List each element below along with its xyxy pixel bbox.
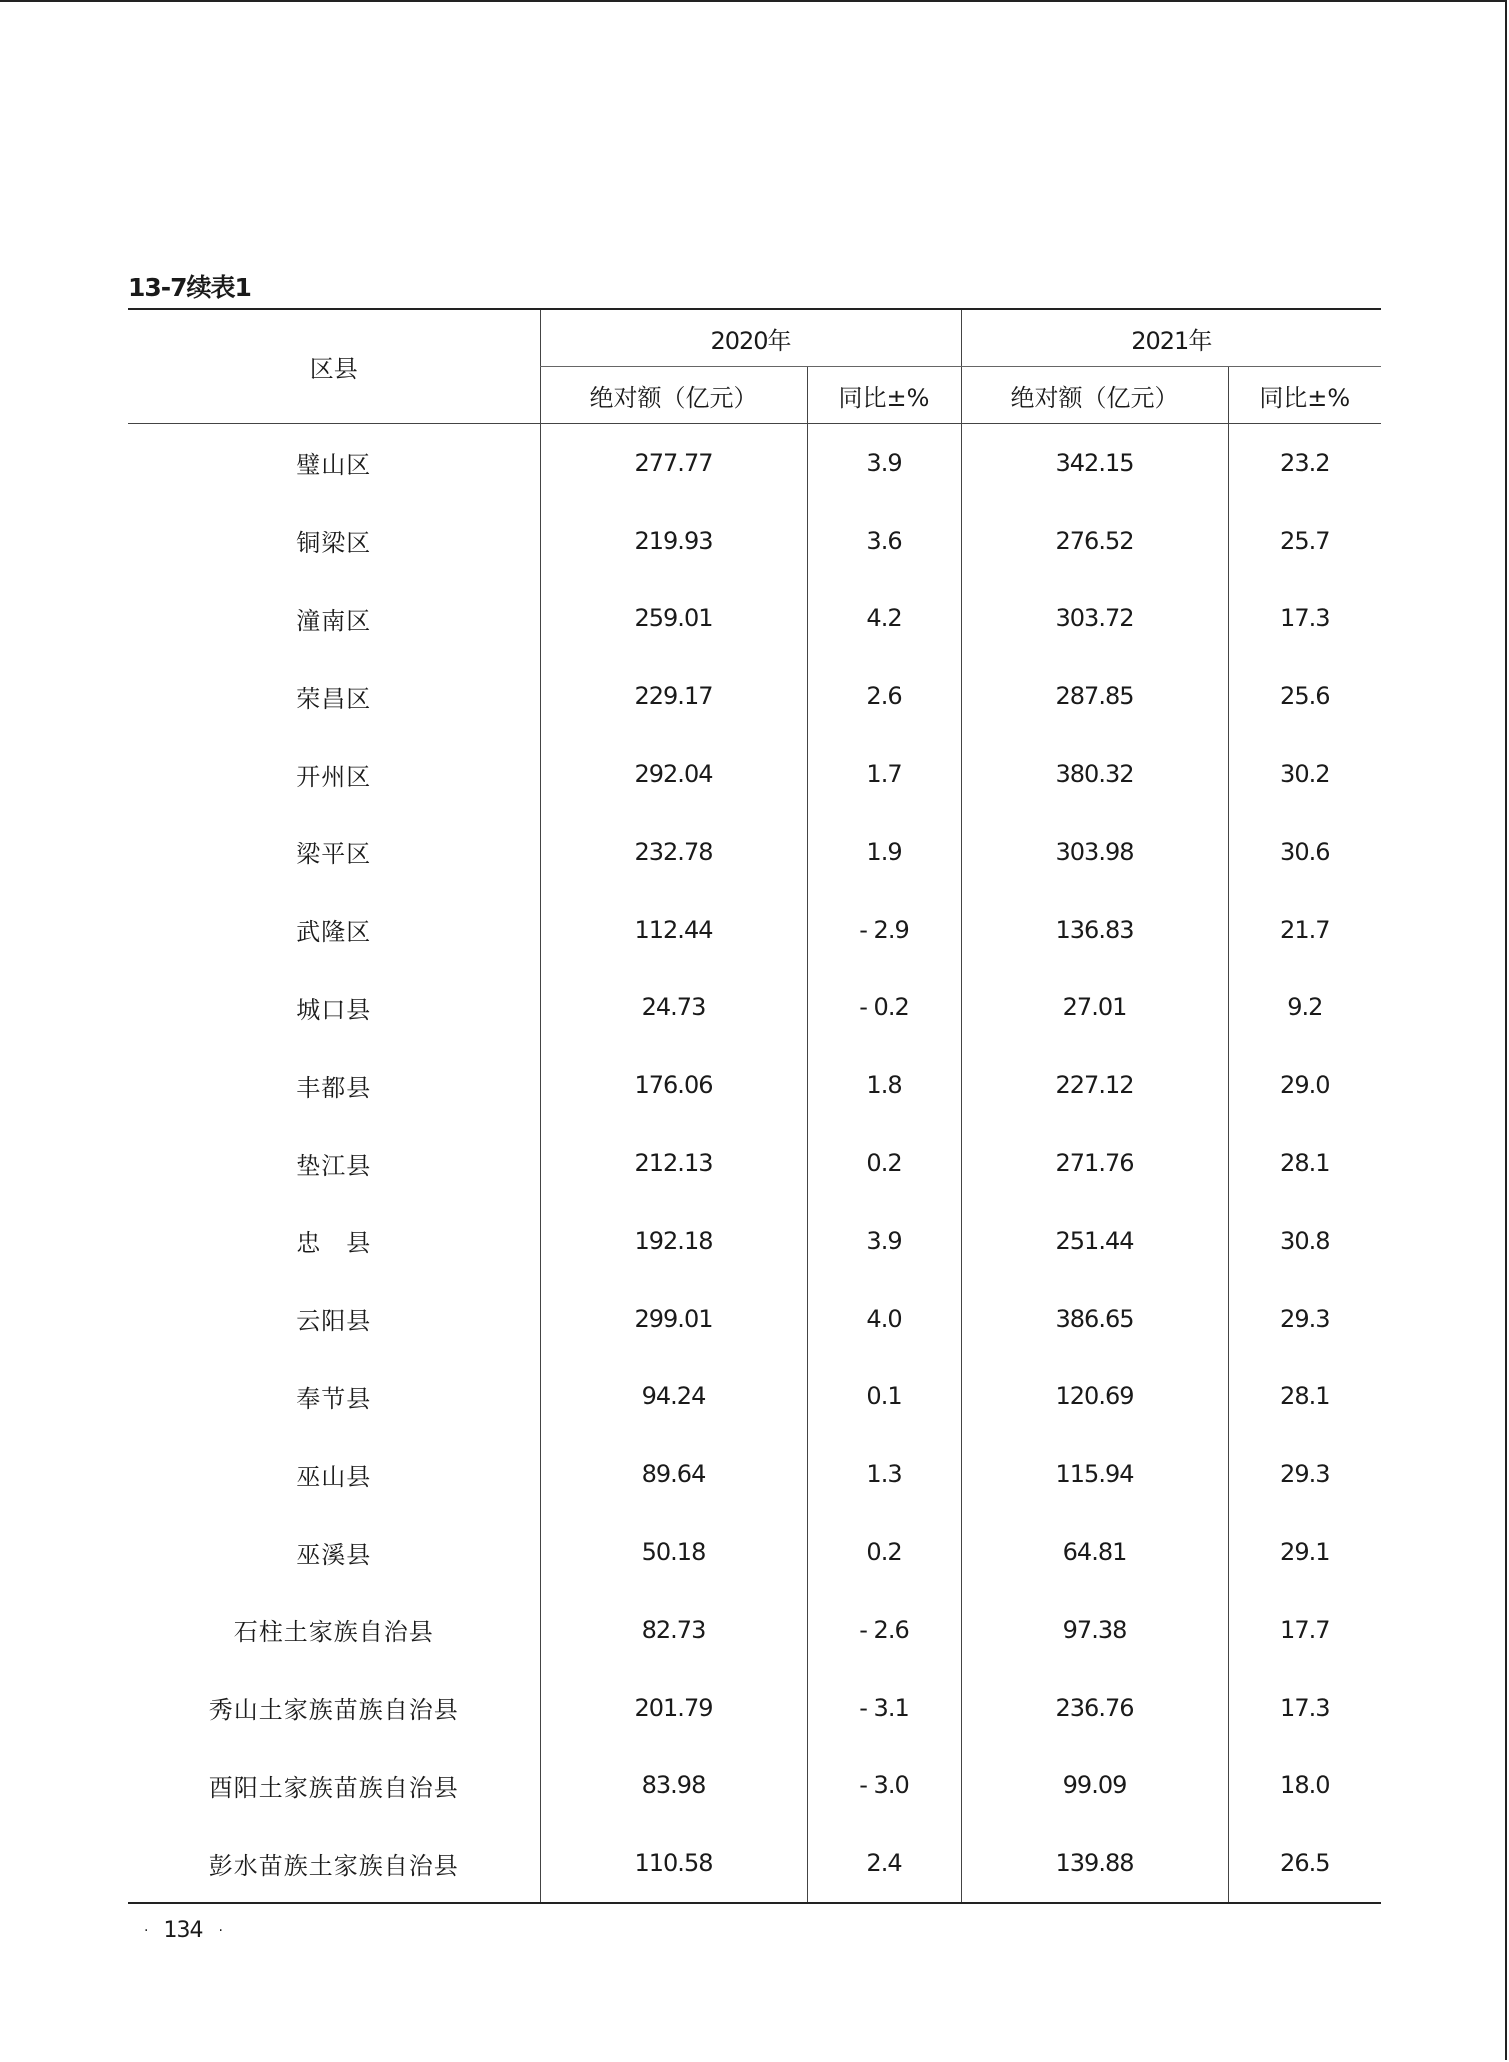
table-row xyxy=(128,891,1381,969)
header-yoy-2021: 同比±% xyxy=(1228,367,1381,424)
table-body xyxy=(128,424,1381,1904)
table-row xyxy=(128,1202,1381,1280)
page-number: 134 xyxy=(163,1918,203,1943)
cell-region: 彭水苗族土家族自治县 xyxy=(128,1824,540,1903)
cell-abs-2021: 99.09 xyxy=(961,1747,1228,1825)
cell-yoy-2021: 17.3 xyxy=(1228,580,1381,658)
cell-yoy-2020: - 3.0 xyxy=(807,1747,961,1825)
cell-abs-2021: 380.32 xyxy=(961,735,1228,813)
cell-abs-2020: 89.64 xyxy=(540,1435,807,1513)
cell-region: 丰都县 xyxy=(296,1073,372,1102)
cell-yoy-2021: 29.3 xyxy=(1228,1280,1381,1358)
cell-yoy-2020: 1.9 xyxy=(807,813,961,891)
cell-abs-2020: 229.17 xyxy=(540,657,807,735)
cell-abs-2020: 299.01 xyxy=(540,1280,807,1358)
cell-yoy-2021: 17.3 xyxy=(1228,1669,1381,1747)
cell-yoy-2021: 25.7 xyxy=(1228,502,1381,580)
cell-yoy-2021: 30.6 xyxy=(1228,813,1381,891)
cell-abs-2020: 112.44 xyxy=(540,891,807,969)
cell-region: 璧山区 xyxy=(296,451,372,480)
cell-region: 开州区 xyxy=(296,762,372,791)
cell-yoy-2020: 0.2 xyxy=(807,1513,961,1591)
table-row xyxy=(128,1124,1381,1202)
cell-abs-2021: 287.85 xyxy=(961,657,1228,735)
cell-yoy-2020: - 3.1 xyxy=(807,1669,961,1747)
cell-region: 巫溪县 xyxy=(296,1540,372,1569)
cell-yoy-2021: 21.7 xyxy=(1228,891,1381,969)
cell-abs-2021: 342.15 xyxy=(961,424,1228,502)
cell-abs-2021: 115.94 xyxy=(961,1435,1228,1513)
cell-yoy-2021: 23.2 xyxy=(1228,424,1381,502)
cell-region: 奉节县 xyxy=(296,1384,372,1413)
cell-abs-2021: 251.44 xyxy=(961,1202,1228,1280)
cell-yoy-2021: 18.0 xyxy=(1228,1747,1381,1825)
cell-yoy-2020: - 2.9 xyxy=(807,891,961,969)
cell-yoy-2020: 4.0 xyxy=(807,1280,961,1358)
cell-yoy-2021: 25.6 xyxy=(1228,657,1381,735)
table-row xyxy=(128,1591,1381,1669)
cell-abs-2020: 277.77 xyxy=(540,424,807,502)
cell-yoy-2021: 29.1 xyxy=(1228,1513,1381,1591)
cell-abs-2021: 97.38 xyxy=(961,1591,1228,1669)
cell-abs-2020: 292.04 xyxy=(540,735,807,813)
cell-abs-2020: 94.24 xyxy=(540,1358,807,1436)
cell-region: 秀山土家族苗族自治县 xyxy=(208,1696,459,1725)
cell-yoy-2020: 4.2 xyxy=(807,580,961,658)
table-row xyxy=(128,735,1381,813)
header-abs-2021: 绝对额（亿元） xyxy=(961,367,1228,424)
cell-region: 酉阳土家族苗族自治县 xyxy=(208,1773,459,1802)
table-row xyxy=(128,657,1381,735)
cell-yoy-2021: 29.0 xyxy=(1228,1046,1381,1124)
cell-yoy-2021: 17.7 xyxy=(1228,1591,1381,1669)
cell-abs-2020: 259.01 xyxy=(540,580,807,658)
cell-abs-2020: 24.73 xyxy=(540,969,807,1047)
cell-yoy-2020: 2.6 xyxy=(807,657,961,735)
page-footer xyxy=(128,1918,238,1943)
cell-region: 武隆区 xyxy=(296,918,372,947)
cell-yoy-2020: 0.1 xyxy=(807,1358,961,1436)
cell-abs-2020: 219.93 xyxy=(540,502,807,580)
table-row xyxy=(128,1824,1381,1903)
cell-abs-2021: 303.72 xyxy=(961,580,1228,658)
cell-region: 梁平区 xyxy=(296,840,372,869)
cell-abs-2020: 83.98 xyxy=(540,1747,807,1825)
cell-abs-2020: 50.18 xyxy=(540,1513,807,1591)
cell-yoy-2020: 3.9 xyxy=(807,1202,961,1280)
header-row-years xyxy=(128,309,1381,367)
cell-yoy-2021: 9.2 xyxy=(1228,969,1381,1047)
cell-yoy-2021: 30.2 xyxy=(1228,735,1381,813)
cell-region: 垫江县 xyxy=(296,1151,372,1180)
table-row xyxy=(128,1435,1381,1513)
cell-abs-2020: 212.13 xyxy=(540,1124,807,1202)
cell-yoy-2021: 28.1 xyxy=(1228,1358,1381,1436)
table-title: 13-7续表1 xyxy=(128,273,251,302)
table-row xyxy=(128,424,1381,502)
cell-abs-2020: 110.58 xyxy=(540,1824,807,1903)
table-row xyxy=(128,580,1381,658)
cell-region: 云阳县 xyxy=(296,1307,372,1336)
cell-abs-2021: 276.52 xyxy=(961,502,1228,580)
header-year-2020: 2020年 xyxy=(540,309,961,367)
cell-yoy-2020: 1.7 xyxy=(807,735,961,813)
table-row xyxy=(128,1747,1381,1825)
cell-abs-2021: 139.88 xyxy=(961,1824,1228,1903)
cell-region: 石柱土家族自治县 xyxy=(233,1618,434,1647)
cell-abs-2020: 176.06 xyxy=(540,1046,807,1124)
table-row xyxy=(128,502,1381,580)
data-table xyxy=(128,308,1381,1904)
table-row xyxy=(128,1669,1381,1747)
cell-region: 铜梁区 xyxy=(296,529,372,558)
table-row xyxy=(128,1513,1381,1591)
cell-yoy-2021: 29.3 xyxy=(1228,1435,1381,1513)
table-row xyxy=(128,1046,1381,1124)
cell-abs-2021: 271.76 xyxy=(961,1124,1228,1202)
cell-abs-2021: 227.12 xyxy=(961,1046,1228,1124)
table-row xyxy=(128,969,1381,1047)
cell-abs-2020: 201.79 xyxy=(540,1669,807,1747)
cell-region: 荣昌区 xyxy=(296,684,372,713)
cell-yoy-2021: 28.1 xyxy=(1228,1124,1381,1202)
cell-region: 巫山县 xyxy=(296,1462,372,1491)
cell-yoy-2020: 1.3 xyxy=(807,1435,961,1513)
cell-yoy-2020: 1.8 xyxy=(807,1046,961,1124)
cell-yoy-2020: 3.9 xyxy=(807,424,961,502)
cell-yoy-2021: 26.5 xyxy=(1228,1824,1381,1903)
cell-yoy-2020: 3.6 xyxy=(807,502,961,580)
cell-abs-2021: 136.83 xyxy=(961,891,1228,969)
table-row xyxy=(128,1358,1381,1436)
cell-yoy-2020: - 2.6 xyxy=(807,1591,961,1669)
cell-yoy-2020: 0.2 xyxy=(807,1124,961,1202)
footer-dot-right: · xyxy=(218,1923,222,1939)
cell-abs-2021: 64.81 xyxy=(961,1513,1228,1591)
cell-region: 潼南区 xyxy=(296,606,372,635)
cell-region: 忠 县 xyxy=(296,1229,372,1258)
header-region: 区县 xyxy=(128,309,540,424)
header-year-2021: 2021年 xyxy=(961,309,1381,367)
footer-dot-left: · xyxy=(144,1923,148,1939)
cell-abs-2021: 386.65 xyxy=(961,1280,1228,1358)
table-row xyxy=(128,813,1381,891)
cell-yoy-2020: - 0.2 xyxy=(807,969,961,1047)
cell-abs-2020: 82.73 xyxy=(540,1591,807,1669)
cell-abs-2020: 232.78 xyxy=(540,813,807,891)
cell-abs-2021: 120.69 xyxy=(961,1358,1228,1436)
cell-abs-2021: 236.76 xyxy=(961,1669,1228,1747)
cell-region: 城口县 xyxy=(296,995,372,1024)
cell-abs-2021: 27.01 xyxy=(961,969,1228,1047)
header-yoy-2020: 同比±% xyxy=(807,367,961,424)
cell-abs-2021: 303.98 xyxy=(961,813,1228,891)
cell-yoy-2020: 2.4 xyxy=(807,1824,961,1903)
table-header xyxy=(128,309,1381,424)
table-row xyxy=(128,1280,1381,1358)
cell-yoy-2021: 30.8 xyxy=(1228,1202,1381,1280)
header-abs-2020: 绝对额（亿元） xyxy=(540,367,807,424)
cell-abs-2020: 192.18 xyxy=(540,1202,807,1280)
